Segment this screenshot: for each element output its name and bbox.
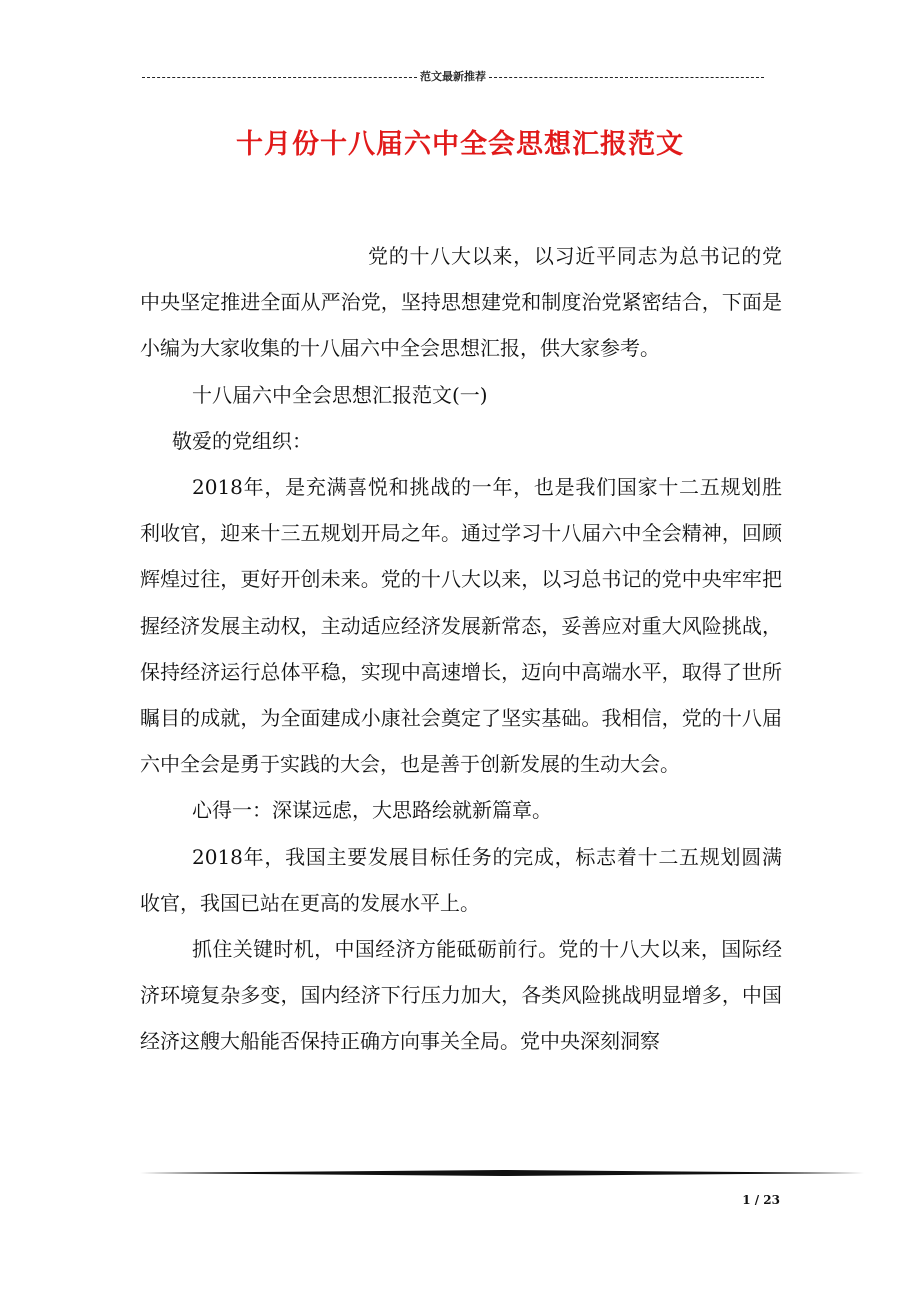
body-paragraph: 2018年，是充满喜悦和挑战的一年，也是我们国家十二五规划胜利收官，迎来十三五规划开局之年。通过学习十八届六中全会精神，回顾辉煌过往，更好开创未来。党的十八大以来，以习总书记的党中央牢牢把握经济发展主动权，主动适应经济发展新常态，妥善应对重大风险挑战，保持经济运行总体平稳，实现中高速增长，迈向中高端水平，取得了世所瞩目的成就，为全面建成小康社会奠定了坚实基础。我相信，党的十八届六中全会是勇于实践的大会，也是善于创新发展的生动大会。	[140, 475, 782, 777]
header-dash-left	[142, 77, 417, 78]
section-heading: 十八届六中全会思想汇报范文(一)	[192, 382, 488, 407]
document-title: 十月份十八届六中全会思想汇报范文	[236, 129, 684, 160]
document-body	[140, 233, 782, 1065]
salutation: 敬爱的党组织：	[172, 428, 312, 453]
footer-divider	[140, 1170, 864, 1176]
intro-paragraph: 党的十八大以来，以习近平同志为总书记的党中央坚定推进全面从严治党，坚持思想建党和制度治党紧密结合，下面是小编为大家收集的十八届六中全会思想汇报，供大家参考。	[140, 244, 782, 361]
body-paragraph: 抓住关键时机，中国经济方能砥砺前行。党的十八大以来，国际经济环境复杂多变，国内经济下行压力加大，各类风险挑战明显增多，中国经济这艘大船能否保持正确方向事关全局。党中央深刻洞察	[140, 937, 782, 1054]
subheading: 心得一：深谋远虑，大思路绘就新篇章。	[192, 798, 552, 823]
body-paragraph: 2018年，我国主要发展目标任务的完成，标志着十二五规划圆满收官，我国已站在更高的发展水平上。	[140, 844, 782, 915]
page-header	[140, 70, 766, 84]
header-dash-right	[489, 77, 764, 78]
page-number: 1 / 23	[742, 1193, 780, 1207]
header-label: 范文最新推荐	[420, 70, 486, 83]
